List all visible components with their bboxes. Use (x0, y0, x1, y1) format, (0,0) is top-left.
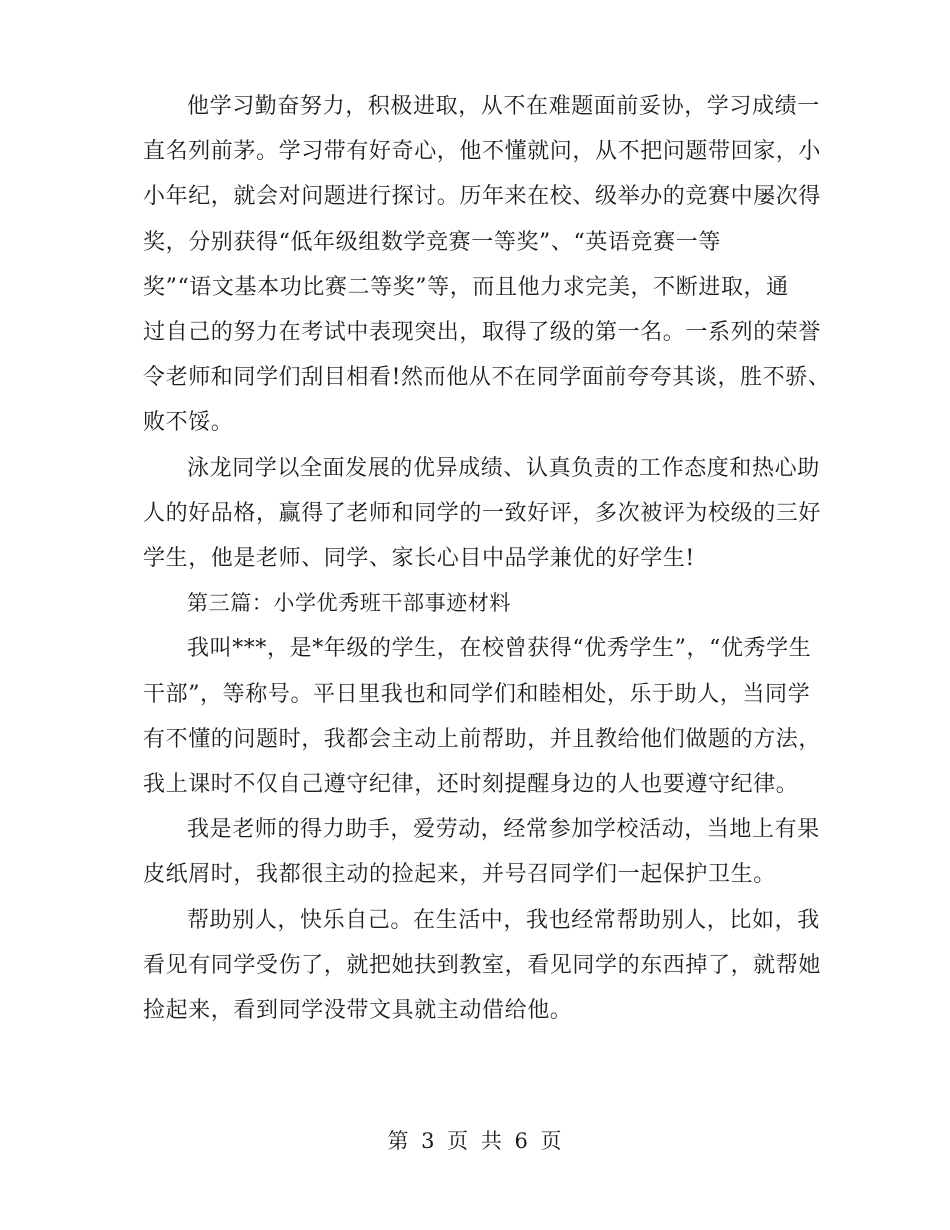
text-line: 看见有同学受伤了，就把她扶到教室，看见同学的东西掉了，就帮她 (143, 952, 822, 978)
text-line: 捡起来，看到同学没带文具就主动借给他。 (143, 998, 573, 1024)
text-line: 皮纸屑时，我都很主动的捡起来，并号召同学们一起保护卫生。 (143, 862, 776, 888)
text-line: 人的好品格，赢得了老师和同学的一致好评，多次被评为校级的三好 (143, 500, 822, 526)
paragraph-1 (143, 84, 831, 446)
text-line: 有不懂的问题时，我都会主动上前帮助，并且教给他们做题的方法， (143, 726, 822, 752)
paragraph-4 (143, 807, 820, 897)
section-heading: 第三篇：小学优秀班干部事迹材料 (187, 591, 511, 616)
text-line: 我叫***，是*年级的学生，在校曾获得“优秀学生”，“优秀学生 (187, 636, 812, 662)
text-line: 他学习勤奋努力，积极进取，从不在难题面前妥协，学习成绩一 (187, 94, 820, 119)
text-line: 小年纪，就会对问题进行探讨。历年来在校、级举办的竞赛中屡次得 (143, 184, 822, 210)
paragraph-2 (143, 446, 822, 582)
text-line: 干部”，等称号。平日里我也和同学们和睦相处，乐于助人，当同学 (143, 681, 811, 707)
text-line: 我是老师的得力助手，爱劳动，经常参加学校活动，当地上有果 (187, 817, 820, 843)
text-line: 直名列前茅。学习带有好奇心，他不懂就问，从不把问题带回家，小 (143, 139, 822, 165)
text-line: 学生，他是老师、同学、家长心目中品学兼优的好学生! (143, 546, 695, 572)
text-line: 帮助别人，快乐自己。在生活中，我也经常帮助别人，比如，我 (187, 907, 820, 933)
document-body (143, 84, 831, 1033)
page-number-footer: 第 3 页 共 6 页 (387, 1129, 563, 1153)
text-line: 奖”“语文基本功比赛二等奖”等，而且他力求完美，不断进取，通 (143, 274, 789, 300)
text-line: 过自己的努力在考试中表现突出，取得了级的第一名。一系列的荣誉 (143, 320, 822, 346)
text-line: 奖，分别获得“低年级组数学竞赛一等奖”、“英语竞赛一等 (143, 229, 721, 255)
text-line: 败不馁。 (143, 410, 234, 436)
paragraph-3 (143, 626, 822, 807)
text-line: 泳龙同学以全面发展的优异成绩、认真负责的工作态度和热心助 (187, 455, 820, 481)
paragraph-5 (143, 898, 822, 1034)
text-line: 令老师和同学们刮目相看!然而他从不在同学面前夸夸其谈，胜不骄、 (143, 365, 831, 391)
text-line: 我上课时不仅自己遵守纪律，还时刻提醒身边的人也要遵守纪律。 (143, 772, 799, 798)
